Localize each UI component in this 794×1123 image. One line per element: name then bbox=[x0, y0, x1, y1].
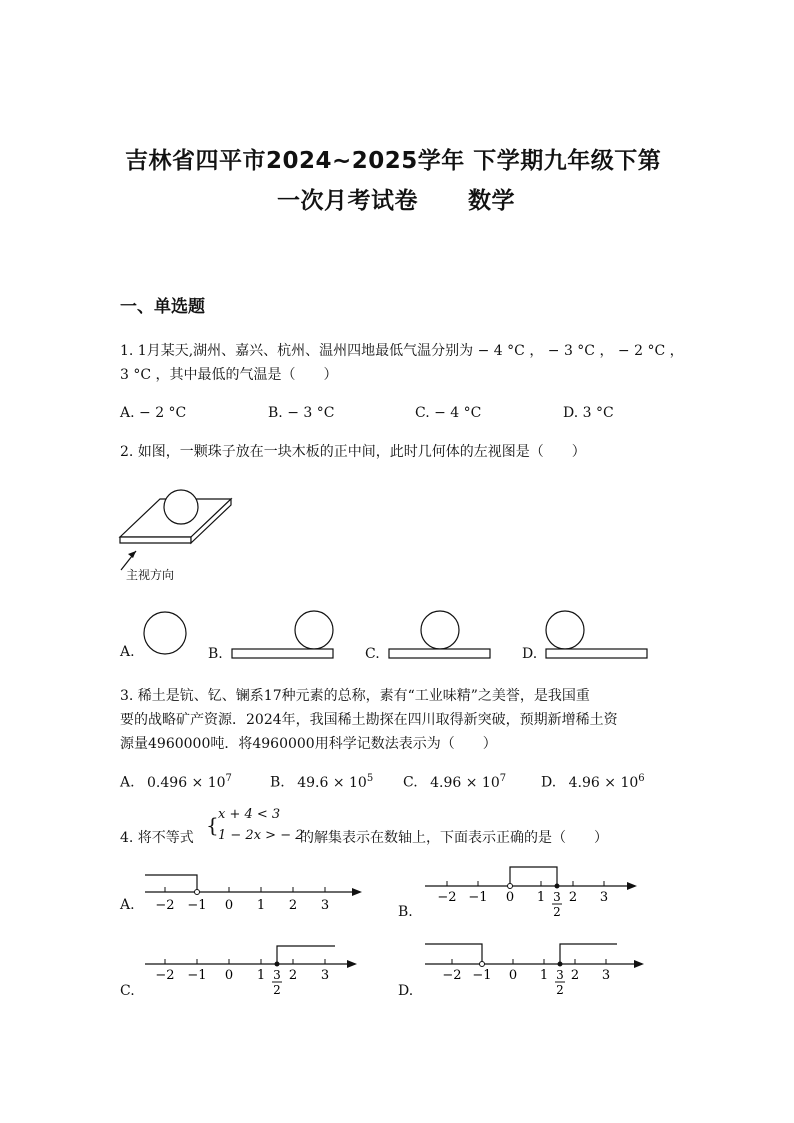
svg-text:1: 1 bbox=[256, 968, 266, 983]
svg-text:−1: −1 bbox=[468, 890, 488, 905]
q4-option-d[interactable]: D. bbox=[398, 983, 414, 999]
svg-text:−1: −1 bbox=[187, 898, 207, 913]
svg-text:0: 0 bbox=[505, 890, 515, 905]
svg-text:−1: −1 bbox=[187, 968, 207, 983]
q2-option-a[interactable]: A. bbox=[120, 644, 135, 660]
q4-numberline-b bbox=[420, 862, 650, 922]
svg-text:1: 1 bbox=[539, 968, 549, 983]
q4-numberline-a bbox=[140, 862, 380, 917]
svg-text:3: 3 bbox=[599, 890, 609, 905]
svg-text:2: 2 bbox=[553, 905, 561, 919]
svg-text:2: 2 bbox=[288, 898, 298, 913]
svg-text:−2: −2 bbox=[155, 898, 175, 913]
svg-text:3: 3 bbox=[273, 968, 281, 982]
q3-option-b[interactable]: B. $49.6 \times 10^5$ bbox=[270, 773, 374, 791]
section-heading: 一、单选题 bbox=[120, 297, 205, 317]
svg-text:−1: −1 bbox=[472, 968, 492, 983]
svg-text:−2: −2 bbox=[437, 890, 457, 905]
q4-numberline-c bbox=[140, 938, 380, 1000]
q1-text-line2: 3 °C ，其中最低的气温是（ ） bbox=[120, 367, 338, 383]
q4-text-prefix: 4. 将不等式 bbox=[120, 830, 194, 846]
q2-arrow-label: 主视方向 bbox=[126, 568, 175, 582]
q4-text-suffix: 的解集表示在数轴上，下面表示正确的是（ ） bbox=[300, 830, 608, 846]
page-title-line2: 一次月考试卷 bbox=[277, 188, 418, 214]
subject-title: 数学 bbox=[468, 188, 515, 214]
svg-text:1: 1 bbox=[256, 898, 266, 913]
q4-option-a[interactable]: A. bbox=[120, 897, 135, 913]
q3-text-line3: 源量4960000吨．将4960000用科学记数法表示为（ ） bbox=[120, 736, 497, 752]
q2-option-c-figure bbox=[385, 605, 495, 663]
q3-option-d[interactable]: D. $4.96 \times 10^6$ bbox=[541, 773, 645, 791]
q2-option-c[interactable]: C. bbox=[365, 646, 380, 662]
q2-text: 2. 如图，一颗珠子放在一块木板的正中间，此时几何体的左视图是（ ） bbox=[120, 444, 586, 460]
q4-option-b[interactable]: B. bbox=[398, 904, 413, 920]
svg-text:2: 2 bbox=[556, 983, 564, 997]
q4-numberline-d bbox=[420, 938, 650, 1000]
q3-text-line2: 要的战略矿产资源．2024年，我国稀土勘探在四川取得新突破，预期新增稀土资 bbox=[120, 712, 618, 728]
svg-text:3: 3 bbox=[320, 898, 330, 913]
svg-text:−2: −2 bbox=[442, 968, 462, 983]
svg-text:0: 0 bbox=[224, 968, 234, 983]
svg-text:1: 1 bbox=[536, 890, 546, 905]
inequality-2: 1 − 2x > − 2 bbox=[218, 828, 304, 843]
q2-option-b[interactable]: B. bbox=[208, 646, 223, 662]
svg-text:2: 2 bbox=[288, 968, 298, 983]
svg-text:3: 3 bbox=[320, 968, 330, 983]
q3-text-line1: 3. 稀土是钪、钇、镧系17种元素的总称，素有“工业味精”之美誉，是我国重 bbox=[120, 688, 590, 704]
svg-text:−2: −2 bbox=[155, 968, 175, 983]
q1-option-c[interactable]: C. − 4 °C bbox=[415, 405, 482, 421]
q1-option-a[interactable]: A. − 2 °C bbox=[120, 405, 187, 421]
inequality-1: x + 4 < 3 bbox=[218, 807, 281, 822]
svg-text:3: 3 bbox=[553, 890, 561, 904]
q4-option-c[interactable]: C. bbox=[120, 983, 135, 999]
page-title-line1: 吉林省四平市2024~2025学年 下学期九年级下第 bbox=[125, 148, 662, 174]
svg-text:3: 3 bbox=[601, 968, 611, 983]
inequality-brace: { bbox=[206, 813, 219, 837]
svg-text:3: 3 bbox=[556, 968, 564, 982]
q2-option-a-figure bbox=[140, 608, 192, 660]
svg-text:2: 2 bbox=[568, 890, 578, 905]
q1-option-d[interactable]: D. 3 °C bbox=[563, 405, 614, 421]
q2-option-d[interactable]: D. bbox=[522, 646, 538, 662]
svg-text:0: 0 bbox=[224, 898, 234, 913]
svg-text:2: 2 bbox=[273, 983, 281, 997]
q1-text-line1: 1. 1月某天,湖州、嘉兴、杭州、温州四地最低气温分别为 − 4 °C ， − 3 °C ， − 2 °C ， bbox=[120, 343, 684, 359]
svg-text:2: 2 bbox=[570, 968, 580, 983]
q3-option-c[interactable]: C. $4.96 \times 10^7$ bbox=[403, 773, 507, 791]
q1-option-b[interactable]: B. − 3 °C bbox=[268, 405, 335, 421]
q2-option-d-figure bbox=[542, 605, 652, 663]
q3-option-a[interactable]: A. $0.496 \times 10^7$ bbox=[120, 773, 232, 791]
svg-text:0: 0 bbox=[508, 968, 518, 983]
q2-option-b-figure bbox=[228, 605, 338, 663]
ticks bbox=[165, 887, 325, 892]
